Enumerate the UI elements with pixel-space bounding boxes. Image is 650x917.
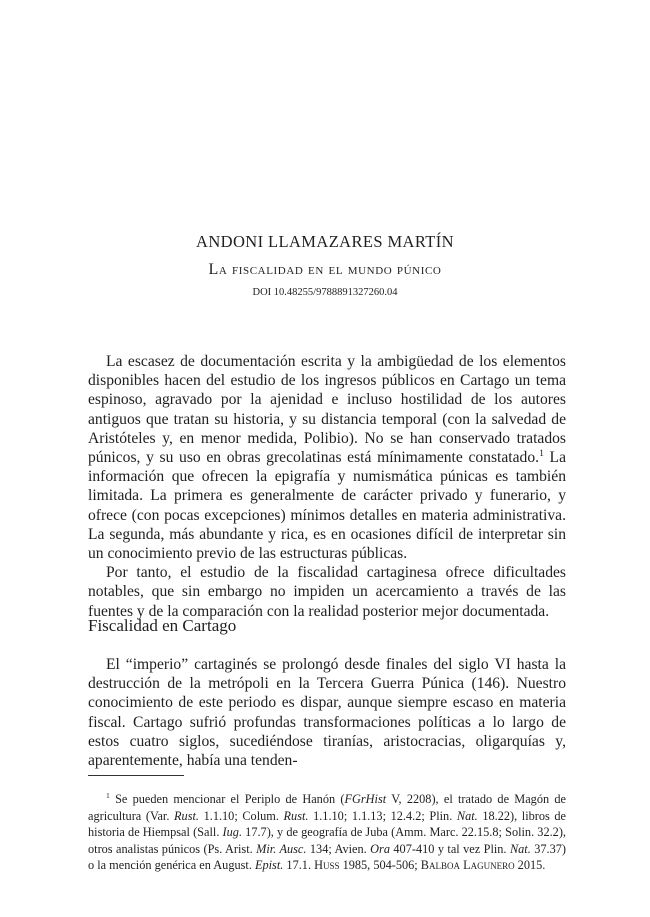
section-paragraph-1: El “imperio” cartaginés se prolongó desde finales del siglo VI hasta la destrucción de la metrópoli en la Tercera Guerra Púnica (146). Nuestro conocimiento de este periodo es dispar, aunque siempre escaso en materia fiscal. Cartago sufrió profundas transformaciones políticas a lo largo de estos cuatro siglos, sucediéndose tiranías, aristocracias, oligarquías y, aparentemente, había una tenden- [88,656,566,770]
section-body [88,655,566,770]
footnote-1: $^1$ Se pueden mencionar el Periplo de Hanón (FGrHist V, 2208), el tratado de Magón de agricultura (Var. Rust. 1.1.10; Colum. Rust. 1.1.10; 1.1.13; 12.4.2; Plin. Nat. 18.22), libros de historia de Hiempsal (Sall. Iug. 17.7), y de geografía de Juba (Amm. Marc. 22.15.8; Solin. 32.2), otros analistas púnicos (Ps. Arist. Mir. Ausc. 134; Avien. Ora 407-410 y tal vez Plin. Nat. 37.37) o la mención genérica en August. Epist. 17.1. Huss 1985, 504-506; Balboa Lagunero 2015. [88,790,567,873]
footnote-marker: 1 [106,790,110,800]
section-heading: Fiscalidad en Cartago [88,616,237,635]
intro-paragraph-1: La escasez de documentación escrita y la ambigüedad de los elementos disponibles hacen del estudio de los ingresos públicos en Cartago un tema espinoso, agravado por la ajenidad e incluso hostilidad de los autores antiguos que tratan su historia, y su distancia temporal (con la salvedad de Aristóteles y, en menor medida, Polibio). No se han conservado tratados púnicos, y su uso en obras grecolatinas está mínimamente constatado.$^1$ La información que ofrecen la epigrafía y numismática púnicas es también limitada. La primera es generalmente de carácter privado y funerario, y ofrece (con pocas excepciones) mínimos detalles en materia administrativa. La segunda, más abundante y rica, es en ocasiones difícil de interpretar sin un conocimiento previo de las estructuras públicas. [88,353,566,563]
footnote-separator [88,775,184,776]
chapter-author: ANDONI LLAMAZARES MARTÍN [196,232,454,251]
chapter-title: La fiscalidad en el mundo púnico [208,261,442,278]
introduction [88,352,566,621]
footnote-reference[interactable]: 1 [539,447,544,459]
doi-line: DOI 10.48255/9788891327260.04 [252,287,398,298]
intro-paragraph-2: Por tanto, el estudio de la fiscalidad cartaginesa ofrece dificultades notables, que sin embargo no impiden un acercamiento a través de las fuentes y de la comparación con la realidad posterior mejor documentada. [88,564,566,620]
